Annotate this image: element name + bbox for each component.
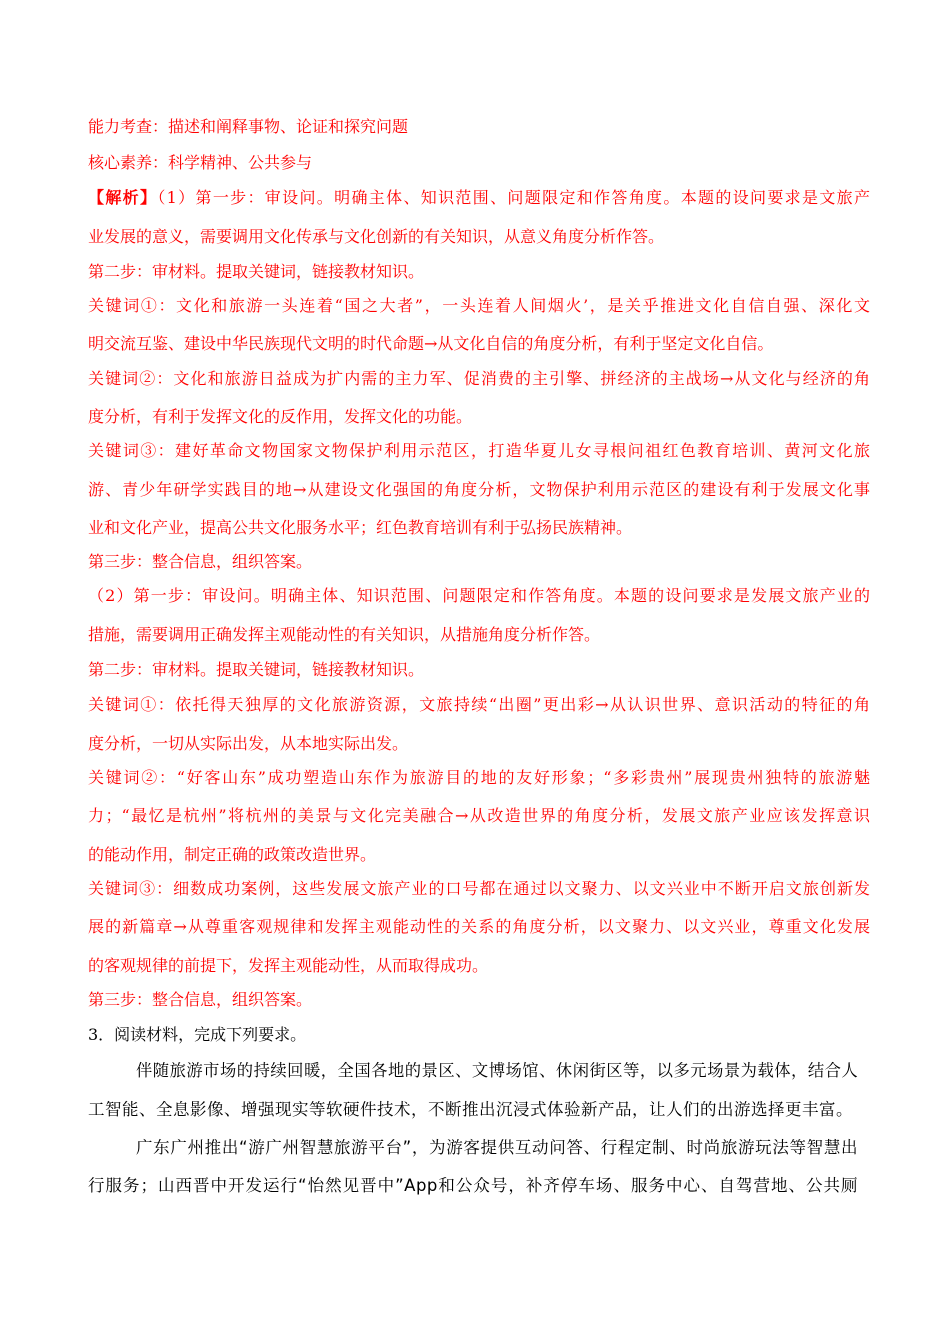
question-title: 3．阅读材料，完成下列要求。 [88, 1025, 307, 1044]
keyword-line: 关键词①：文化和旅游一头连着“国之大者”，一头连着人间烟火’，是关乎推进文化自信自强、深化文 [88, 296, 870, 315]
literacy-line: 核心素养：科学精神、公共参与 [88, 153, 313, 172]
keyword-line: 的客观规律的前提下，发挥主观能动性，从而取得成功。 [88, 956, 489, 975]
keyword-line: 关键词③：细数成功案例，这些发展文旅产业的口号都在通过以文聚力、以文兴业中不断开启文旅创新发 [88, 879, 870, 898]
keyword-line: 力；“最忆是杭州”将杭州的美景与文化完美融合→从改造世界的角度分析，发展文旅产业应该发挥意识 [88, 806, 870, 825]
keyword-line: 游、青少年研学实践目的地→从建设文化强国的角度分析，文物保护利用示范区的建设有利于发展文化事 [88, 480, 870, 499]
step3-line: 第三步：整合信息，组织答案。 [88, 990, 313, 1009]
ability-line: 能力考查：描述和阐释事物、论证和探究问题 [88, 117, 409, 136]
step2-line: 第二步：审材料。提取关键词，链接教材知识。 [88, 660, 425, 679]
material-paragraph-line: 工智能、全息影像、增强现实等软硬件技术，不断推出沉浸式体验新产品，让人们的出游选择更丰富。 [88, 1100, 853, 1119]
analysis-intro-line: 措施，需要调用正确发挥主观能动性的有关知识，从措施角度分析作答。 [88, 625, 601, 644]
keyword-line: 关键词②：“好客山东”成功塑造山东作为旅游目的地的友好形象；“多彩贵州”展现贵州独特的旅游魅 [88, 768, 870, 787]
keyword-line: 展的新篇章→从尊重客观规律和发挥主观能动性的关系的角度分析，以文聚力、以文兴业，尊重文化发展 [88, 917, 870, 936]
keyword-line: 明交流互鉴、建设中华民族现代文明的时代命题→从文化自信的角度分析，有利于坚定文化自信。 [88, 334, 774, 353]
analysis-tag: 【解析】 [88, 188, 158, 207]
keyword-line: 业和文化产业，提高公共文化服务水平；红色教育培训有利于弘扬民族精神。 [88, 518, 633, 537]
keyword-line: 关键词③：建好革命文物国家文物保护利用示范区，打造华夏儿女寻根问祖红色教育培训、黄河文化旅 [88, 441, 870, 460]
keyword-line: 关键词①：依托得天独厚的文化旅游资源，文旅持续“出圈”更出彩→从认识世界、意识活动的特征的角 [88, 695, 870, 714]
keyword-line: 关键词②：文化和旅游日益成为扩内需的主力军、促消费的主引擎、拼经济的主战场→从文化与经济的角 [88, 369, 870, 388]
analysis-intro-line [88, 187, 870, 209]
material-paragraph-line: 广东广州推出“游广州智慧旅游平台”，为游客提供互动问答、行程定制、时尚旅游玩法等智慧出 [136, 1138, 858, 1157]
analysis-intro-line: 业发展的意义，需要调用文化传承与文化创新的有关知识，从意义角度分析作答。 [88, 227, 665, 246]
step3-line: 第三步：整合信息，组织答案。 [88, 552, 313, 571]
keyword-line: 度分析，有利于发挥文化的反作用，发挥文化的功能。 [88, 407, 473, 426]
material-paragraph-line: 行服务；山西晋中开发运行“怡然见晋中”App和公众号，补齐停车场、服务中心、自驾营地、公共厕 [88, 1176, 858, 1195]
analysis-intro-text: （1）第一步：审设问。明确主体、知识范围、问题限定和作答角度。本题的设问要求是文旅产 [157, 188, 870, 207]
step2-line: 第二步：审材料。提取关键词，链接教材知识。 [88, 262, 425, 281]
material-paragraph-line: 伴随旅游市场的持续回暖，全国各地的景区、文博场馆、休闲街区等，以多元场景为载体，结合人 [136, 1061, 859, 1080]
keyword-line: 度分析，一切从实际出发，从本地实际出发。 [88, 734, 409, 753]
keyword-line: 的能动作用，制定正确的政策改造世界。 [88, 845, 377, 864]
analysis-intro-line: （2）第一步：审设问。明确主体、知识范围、问题限定和作答角度。本题的设问要求是发展文旅产业的 [88, 586, 870, 605]
